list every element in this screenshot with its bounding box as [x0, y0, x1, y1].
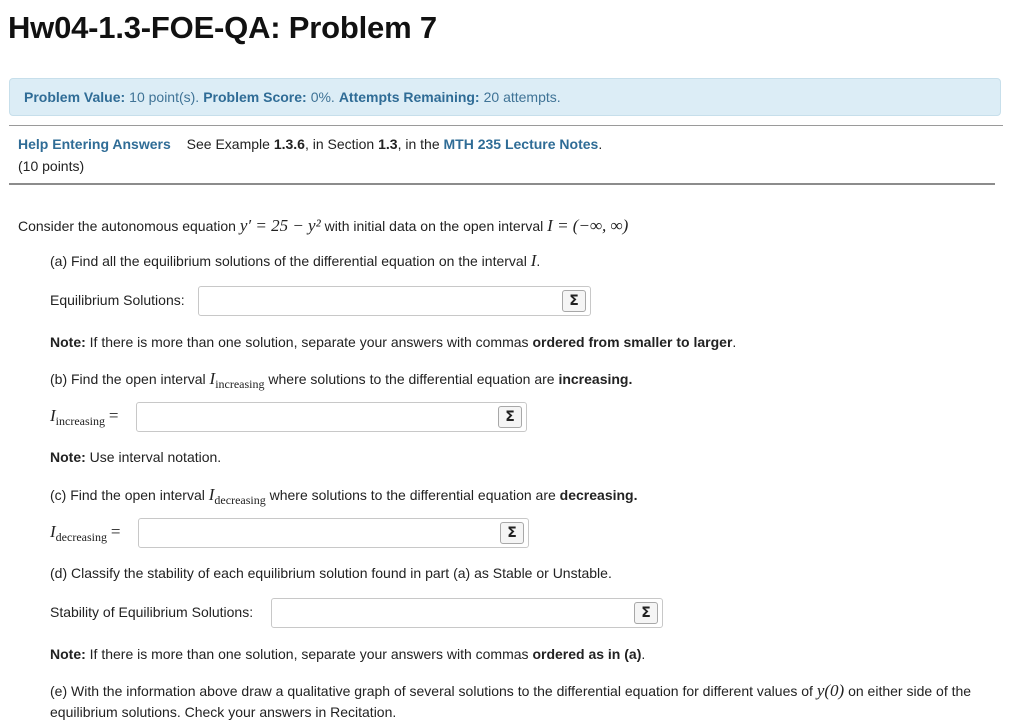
part-c-strong: decreasing. [559, 487, 638, 503]
points-text: (10 points) [18, 158, 85, 174]
in-the-text: , in the [397, 136, 440, 152]
part-e-var: y(0) [816, 681, 845, 700]
part-b-sub: increasing [215, 377, 265, 391]
equation-editor-button[interactable]: Σ [562, 290, 586, 312]
part-e-end: on either side of the equilibrium solutions. Check your answers in Recitation. [50, 683, 972, 720]
increasing-sub: increasing [55, 414, 105, 428]
note-2-text: Use interval notation. [89, 449, 222, 465]
note-3-label: Note: [50, 646, 86, 662]
part-a [50, 251, 540, 271]
lecture-notes-link[interactable]: MTH 235 Lecture Notes [443, 136, 599, 152]
problem-value: 10 point(s). [129, 89, 200, 105]
attempts-remaining-label: Attempts Remaining: [338, 89, 480, 105]
decreasing-equals: = [110, 522, 121, 541]
part-b-mid: where solutions to the differential equation are [268, 371, 555, 387]
equation-editor-button[interactable]: Σ [634, 602, 658, 624]
equation: y′ = 25 − y² [239, 216, 321, 235]
attempts-remaining: 20 attempts. [483, 89, 561, 105]
help-period: . [598, 136, 603, 152]
increasing-var: I [50, 406, 56, 425]
help-line [18, 136, 602, 152]
increasing-input[interactable] [137, 403, 490, 431]
equation-editor-button[interactable]: Σ [498, 406, 522, 428]
problem-intro [18, 216, 628, 236]
part-c-sub: decreasing [214, 493, 266, 507]
page-title: Hw04-1.3-FOE-QA: Problem 7 [8, 10, 437, 45]
section-ref: 1.3 [378, 136, 398, 152]
note-3-text: If there is more than one solution, separate your answers with commas [89, 646, 529, 662]
equation-editor-button[interactable]: Σ [500, 522, 524, 544]
part-b [50, 369, 632, 389]
stability-label: Stability of Equilibrium Solutions: [50, 604, 254, 620]
note-2 [50, 449, 221, 465]
divider-mid [9, 183, 995, 185]
increasing-field [136, 402, 527, 432]
decreasing-label [50, 522, 120, 542]
part-c-text: (c) Find the open interval [50, 487, 205, 503]
equilibrium-input[interactable] [199, 287, 554, 315]
intro-text: Consider the autonomous equation [18, 218, 236, 234]
problem-score-label: Problem Score: [203, 89, 307, 105]
part-a-end: . [536, 253, 541, 269]
part-b-strong: increasing. [558, 371, 633, 387]
note-1-end: . [732, 334, 737, 350]
note-3-end: . [641, 646, 646, 662]
part-b-text: (b) Find the open interval [50, 371, 206, 387]
equilibrium-label: Equilibrium Solutions: [50, 292, 185, 308]
decreasing-var: I [50, 522, 56, 541]
decreasing-sub: decreasing [55, 530, 107, 544]
part-b-var: I [209, 369, 216, 388]
part-e [50, 680, 1000, 723]
part-e-text: (e) With the information above draw a qualitative graph of several solutions to the differential equation for different values of [50, 683, 813, 699]
note-1-label: Note: [50, 334, 86, 350]
note-2-label: Note: [50, 449, 86, 465]
decreasing-field [138, 518, 529, 548]
help-entering-answers-link[interactable]: Help Entering Answers [18, 136, 171, 152]
part-c [50, 485, 638, 505]
interval: I = (−∞, ∞) [547, 216, 629, 235]
equilibrium-field [198, 286, 591, 316]
note-1 [50, 334, 736, 350]
decreasing-input[interactable] [139, 519, 492, 547]
increasing-label [50, 406, 118, 426]
stability-input[interactable] [272, 599, 626, 627]
example-ref: 1.3.6 [273, 136, 305, 152]
problem-value-label: Problem Value: [24, 89, 126, 105]
part-d: (d) Classify the stability of each equilibrium solution found in part (a) as Stable or Unstable. [50, 565, 612, 581]
part-a-var: I [530, 251, 537, 270]
note-1-strong: ordered from smaller to larger [532, 334, 733, 350]
part-a-text: (a) Find all the equilibrium solutions of the differential equation on the interval [50, 253, 527, 269]
part-c-var: I [208, 485, 215, 504]
problem-status-box [9, 78, 1001, 116]
divider-top [9, 125, 1003, 126]
note-3 [50, 646, 645, 662]
in-section-text: , in Section [304, 136, 375, 152]
increasing-equals: = [108, 406, 119, 425]
note-1-text: If there is more than one solution, separate your answers with commas [89, 334, 529, 350]
problem-score: 0%. [310, 89, 335, 105]
note-3-strong: ordered as in (a) [532, 646, 642, 662]
part-c-mid: where solutions to the differential equation are [269, 487, 556, 503]
stability-field [271, 598, 663, 628]
intro-mid-text: with initial data on the open interval [324, 218, 544, 234]
see-text: See Example [186, 136, 270, 152]
